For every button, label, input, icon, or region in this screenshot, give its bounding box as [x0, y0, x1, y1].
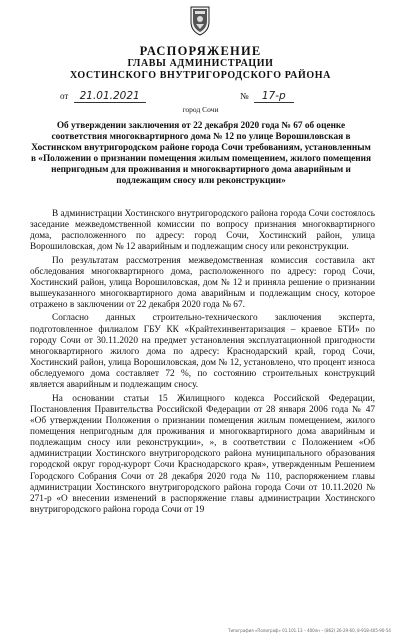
document-subtitle-1: ГЛАВЫ АДМИНИСТРАЦИИ — [127, 58, 274, 69]
order-details — [0, 88, 401, 118]
coat-of-arms-emblem — [189, 6, 211, 36]
order-date-label: от — [60, 91, 69, 101]
order-number-field — [240, 90, 294, 103]
body-paragraph: На основании статьи 15 Жилищного кодекса Российской Федерации, Постановления Правительства Российской Федерации от 28 января 2006 года № 47 «Об утверждении Положения о признании помещения жилым помещением, жилого помещения непригодным для проживания и многоквартирного дома аварийным и подлежащим сносу или реконструкции», », в соответствии с Положением «Об администрации Хостинского внутригородского района муниципального образования городской округ город-курорт Сочи Краснодарского края», утвержденным Решением Городского Собрания Сочи от 28 декабря 2020 года № 110, распоряжением главы администрации Хостинского внутригородского района города Сочи от 10.11.2020 № 271-р «О внесении изменений в распоряжение главы администрации Хостинского внутригородского района города Сочи от 19 — [30, 393, 375, 516]
document-subtitle-2: ХОСТИНСКОГО ВНУТРИГОРОДСКОГО РАЙОНА — [70, 70, 331, 81]
document-title: РАСПОРЯЖЕНИЕ — [139, 44, 262, 58]
body-paragraph: Согласно данных строительно-технического заключения эксперта, подготовленное филиалом ГБУ КК «Крайтехинвентаризация – краевое БТИ» по городу Сочи от 30.11.2020 на предмет установления эксплуатационной пригодности многоквартирного жилого дома по адресу: Краснодарский край, город Сочи, Хостинский район, улица Ворошиловская, дом № 12, установлено, что процент износа обследуемого дома составляет 72 %, по состоянию строительных конструкций является аварийным и подлежащим сносу. — [30, 313, 375, 391]
document-body — [30, 209, 375, 518]
print-footer: Типография «Полиграф» 01.101.13 – 400лн – (862) 26-29-60, 8-918-405-90-54 — [228, 628, 391, 633]
body-paragraph: В администрации Хостинского внутригородского района города Сочи состоялось заседание межведомственной комиссии по вопросу признания многоквартирного дома, расположенного по адресу: город Сочи, Хостинский район, улица Ворошиловская, дом № 12 аварийным и подлежащим сносу или реконструкции. — [30, 209, 375, 253]
document-heading: Об утверждении заключения от 22 декабря 2020 года № 67 об оценке соответствия многоквартирного дома № 12 по улице Ворошиловская в Хостинском внутригородском районе города Сочи требованиям, установленным в «Положении о признании помещения жилым помещением, жилого помещения непригодным для проживания и многоквартирного дома аварийным и подлежащим сносу или реконструкции» — [30, 121, 372, 187]
body-paragraph: По результатам рассмотрения межведомственная комиссия составила акт обследования многоквартирного дома, расположенного по адресу: город Сочи, Хостинский район, улица Ворошиловская, дом № 12 и приняла решение о признании вышеуказанного многоквартирного дома аварийным и подлежащим сносу, которое отражено в заключении от 22 декабря 2020 года № 67. — [30, 255, 375, 311]
order-number-label: № — [240, 91, 249, 101]
order-date-field — [60, 90, 146, 103]
order-city: город Сочи — [182, 105, 219, 114]
document-title-block — [0, 44, 401, 82]
order-date-value: 21.01.2021 — [74, 90, 146, 103]
order-number-value: 17-р — [254, 90, 294, 103]
